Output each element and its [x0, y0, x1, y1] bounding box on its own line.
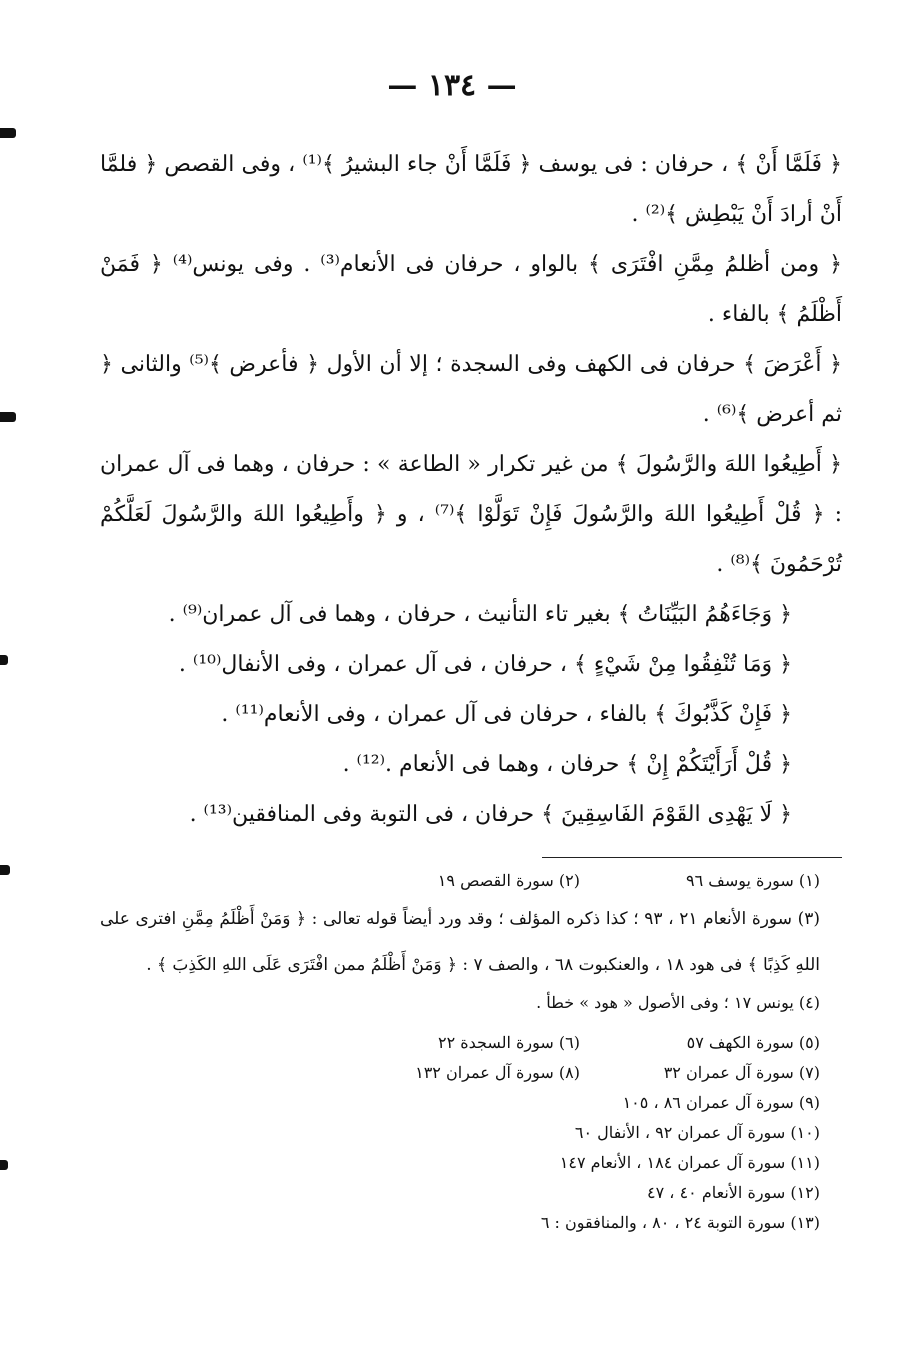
footnote-row: [100, 1058, 820, 1088]
footnote: (١١) سورة آل عمران ١٨٤ ، الأنعام ١٤٧: [559, 1153, 820, 1172]
footnote: (٥) سورة الكهف ٥٧: [686, 1033, 820, 1052]
paragraph: ﴿ أَعْرَضَ ﴾ حرفان فى الكهف وفى السجدة ؛ إلا أن الأول ﴿ فأعرض ﴾⁽⁵⁾ والثانى ﴿ ثم أعرض ﴾⁽⁶⁾ .: [100, 352, 842, 427]
scan-edge-mark: [0, 865, 10, 875]
indented-line: ﴿ لَا يَهْدِى القَوْمَ الفَاسِقِينَ ﴾ حرفان ، فى التوبة وفى المنافقين⁽¹³⁾ .: [189, 802, 792, 827]
scan-edge-mark: [0, 1160, 8, 1170]
indented-line: ﴿ وَمَا تُنْفِقُوا مِنْ شَيْءٍ ﴾ ، حرفان ، فى آل عمران ، وفى الأنفال⁽¹⁰⁾ .: [178, 652, 792, 677]
footnote: (٨) سورة آل عمران ١٣٢: [415, 1063, 580, 1082]
footnote: (٣) سورة الأنعام ٢١ ، ٩٣ ؛ كذا ذكره المؤلف ؛ وقد ورد أيضاً قوله تعالى : ﴿ وَمَنْ أَظْلَمُ مِمَّنِ افترى على اللهِ كَذِبًا ﴾ فى هود ١٨ ، والعنكبوت ٦٨ ، والصف ٧ : ﴿ وَمَنْ أَظْلَمُ ممن افْتَرَى عَلَى اللهِ الكَذِبَ ﴾ .: [100, 909, 820, 975]
footnote-row: [100, 866, 820, 896]
footnote-row: [100, 1028, 820, 1058]
indented-line: ﴿ وَجَاءَهُمُ البَيِّنَاتُ ﴾ بغير تاء التأنيث ، حرفان ، وهما فى آل عمران⁽⁹⁾ .: [168, 602, 792, 627]
scan-edge-mark: [0, 655, 8, 665]
footnote: (٦) سورة السجدة ٢٢: [437, 1033, 580, 1052]
indented-line: ﴿ فَإِنْ كَذَّبُوكَ ﴾ بالفاء ، حرفان فى آل عمران ، وفى الأنعام⁽¹¹⁾ .: [221, 702, 792, 727]
footnote-separator: [542, 857, 842, 858]
footnote: (١٠) سورة آل عمران ٩٢ ، الأنفال ٦٠: [574, 1123, 820, 1142]
scan-edge-mark: [0, 128, 16, 138]
paragraph: ﴿ ومن أظلمُ مِمَّنِ افْتَرَى ﴾ بالواو ، حرفان فى الأنعام⁽³⁾ . وفى يونس⁽⁴⁾ ﴿ فَمَنْ أَظْلَمُ ﴾ بالفاء .: [100, 252, 842, 327]
paragraph: ﴿ فَلَمَّا أَنْ ﴾ ، حرفان : فى يوسف ﴿ فَلَمَّا أَنْ جاء البشيرُ ﴾⁽¹⁾ ، وفى القصص ﴿ فلمَّا أَنْ أرادَ أَنْ يَبْطِش ﴾⁽²⁾ .: [100, 152, 842, 227]
scan-edge-mark: [0, 412, 16, 422]
footnote: (٩) سورة آل عمران ٨٦ ، ١٠٥: [622, 1093, 820, 1112]
footnote: (١٢) سورة الأنعام ٤٠ ، ٤٧: [647, 1183, 820, 1202]
page-number: — ١٣٤ —: [387, 68, 517, 103]
footnote: (٢) سورة القصص ١٩: [437, 871, 580, 890]
footnotes: [100, 866, 820, 1238]
footnote: (١) سورة يوسف ٩٦: [686, 871, 820, 890]
footnote: (٧) سورة آل عمران ٣٢: [663, 1063, 820, 1082]
paragraph: ﴿ أَطِيعُوا اللهَ والرَّسُولَ ﴾ من غير تكرار « الطاعة » : حرفان ، وهما فى آل عمران : ﴿ قُلْ أَطِيعُوا اللهَ والرَّسُولَ فَإِنْ تَوَلَّوْا ﴾⁽⁷⁾ ، و ﴿ وأَطِيعُوا اللهَ والرَّسُولَ لَعَلَّكُمْ تُرْحَمُونَ ﴾⁽⁸⁾ .: [100, 452, 842, 577]
footnote: (١٣) سورة التوبة ٢٤ ، ٨٠ ، والمنافقون : ٦: [540, 1213, 820, 1232]
main-text: [100, 140, 842, 840]
footnote: (٤) يونس ١٧ ؛ وفى الأصول « هود » خطأ .: [536, 993, 820, 1012]
indented-line: ﴿ قُلْ أَرَأَيْتَكُمْ إِنْ ﴾ حرفان ، وهما فى الأنعام .⁽¹²⁾ .: [342, 752, 792, 777]
